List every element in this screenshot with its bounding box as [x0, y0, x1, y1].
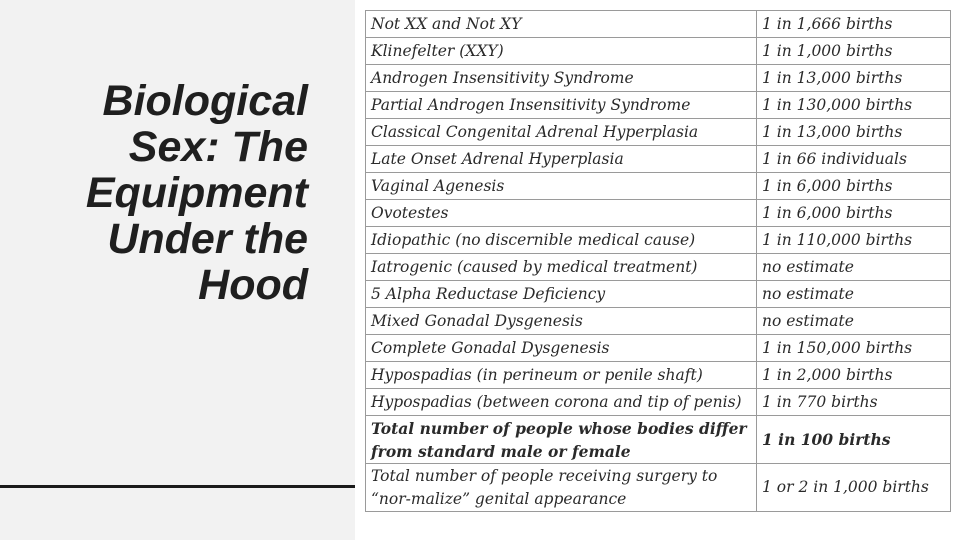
condition-cell: Classical Congenital Adrenal Hyperplasia: [366, 119, 757, 146]
frequency-cell: 1 in 6,000 births: [757, 200, 951, 227]
table-row: [366, 92, 951, 119]
condition-cell: Late Onset Adrenal Hyperplasia: [366, 146, 757, 173]
total-row: [366, 416, 951, 464]
frequency-cell: 1 in 1,000 births: [757, 38, 951, 65]
table-row: [366, 173, 951, 200]
table-image: [355, 0, 960, 540]
title-line: Hood: [198, 261, 308, 309]
condition-cell: Hypospadias (between corona and tip of penis): [366, 389, 757, 416]
table-row: [366, 308, 951, 335]
slide-title: [40, 78, 308, 308]
table-row: [366, 362, 951, 389]
frequency-cell: 1 in 1,666 births: [757, 11, 951, 38]
frequency-cell: 1 in 13,000 births: [757, 119, 951, 146]
table-row: [366, 281, 951, 308]
table-row: [366, 119, 951, 146]
frequency-cell: no estimate: [757, 308, 951, 335]
frequency-cell: 1 in 100 births: [757, 416, 951, 464]
table-row: [366, 335, 951, 362]
table-row: [366, 38, 951, 65]
title-line: Equipment: [85, 169, 308, 217]
title-line: Sex: The: [128, 123, 308, 171]
condition-cell: Ovotestes: [366, 200, 757, 227]
condition-cell: Vaginal Agenesis: [366, 173, 757, 200]
condition-cell: Mixed Gonadal Dysgenesis: [366, 308, 757, 335]
condition-cell: Total number of people receiving surgery to “nor-malize” genital appearance: [366, 464, 757, 512]
condition-cell: Complete Gonadal Dysgenesis: [366, 335, 757, 362]
condition-cell: Klinefelter (XXY): [366, 38, 757, 65]
frequency-cell: no estimate: [757, 254, 951, 281]
condition-cell: Partial Androgen Insensitivity Syndrome: [366, 92, 757, 119]
surgery-row: [366, 464, 951, 512]
condition-cell: Not XX and Not XY: [366, 11, 757, 38]
title-line: Biological: [102, 77, 308, 125]
condition-cell: Iatrogenic (caused by medical treatment): [366, 254, 757, 281]
frequency-cell: 1 in 6,000 births: [757, 173, 951, 200]
intersex-frequency-table: [365, 10, 951, 512]
frequency-cell: 1 in 2,000 births: [757, 362, 951, 389]
table-row: [366, 254, 951, 281]
frequency-cell: 1 in 770 births: [757, 389, 951, 416]
table-row: [366, 200, 951, 227]
condition-cell: Androgen Insensitivity Syndrome: [366, 65, 757, 92]
frequency-cell: 1 or 2 in 1,000 births: [757, 464, 951, 512]
table-row: [366, 227, 951, 254]
frequency-cell: 1 in 150,000 births: [757, 335, 951, 362]
condition-cell: Hypospadias (in perineum or penile shaft): [366, 362, 757, 389]
condition-cell: 5 Alpha Reductase Deficiency: [366, 281, 757, 308]
condition-cell: Total number of people whose bodies differ from standard male or female: [366, 416, 757, 464]
table-row: [366, 146, 951, 173]
table-row: [366, 389, 951, 416]
frequency-cell: no estimate: [757, 281, 951, 308]
table-row: [366, 65, 951, 92]
frequency-cell: 1 in 13,000 births: [757, 65, 951, 92]
frequency-cell: 1 in 110,000 births: [757, 227, 951, 254]
divider-line: [0, 485, 356, 488]
frequency-cell: 1 in 130,000 births: [757, 92, 951, 119]
table-row: [366, 11, 951, 38]
condition-cell: Idiopathic (no discernible medical cause): [366, 227, 757, 254]
title-line: Under the: [107, 215, 308, 263]
frequency-cell: 1 in 66 individuals: [757, 146, 951, 173]
